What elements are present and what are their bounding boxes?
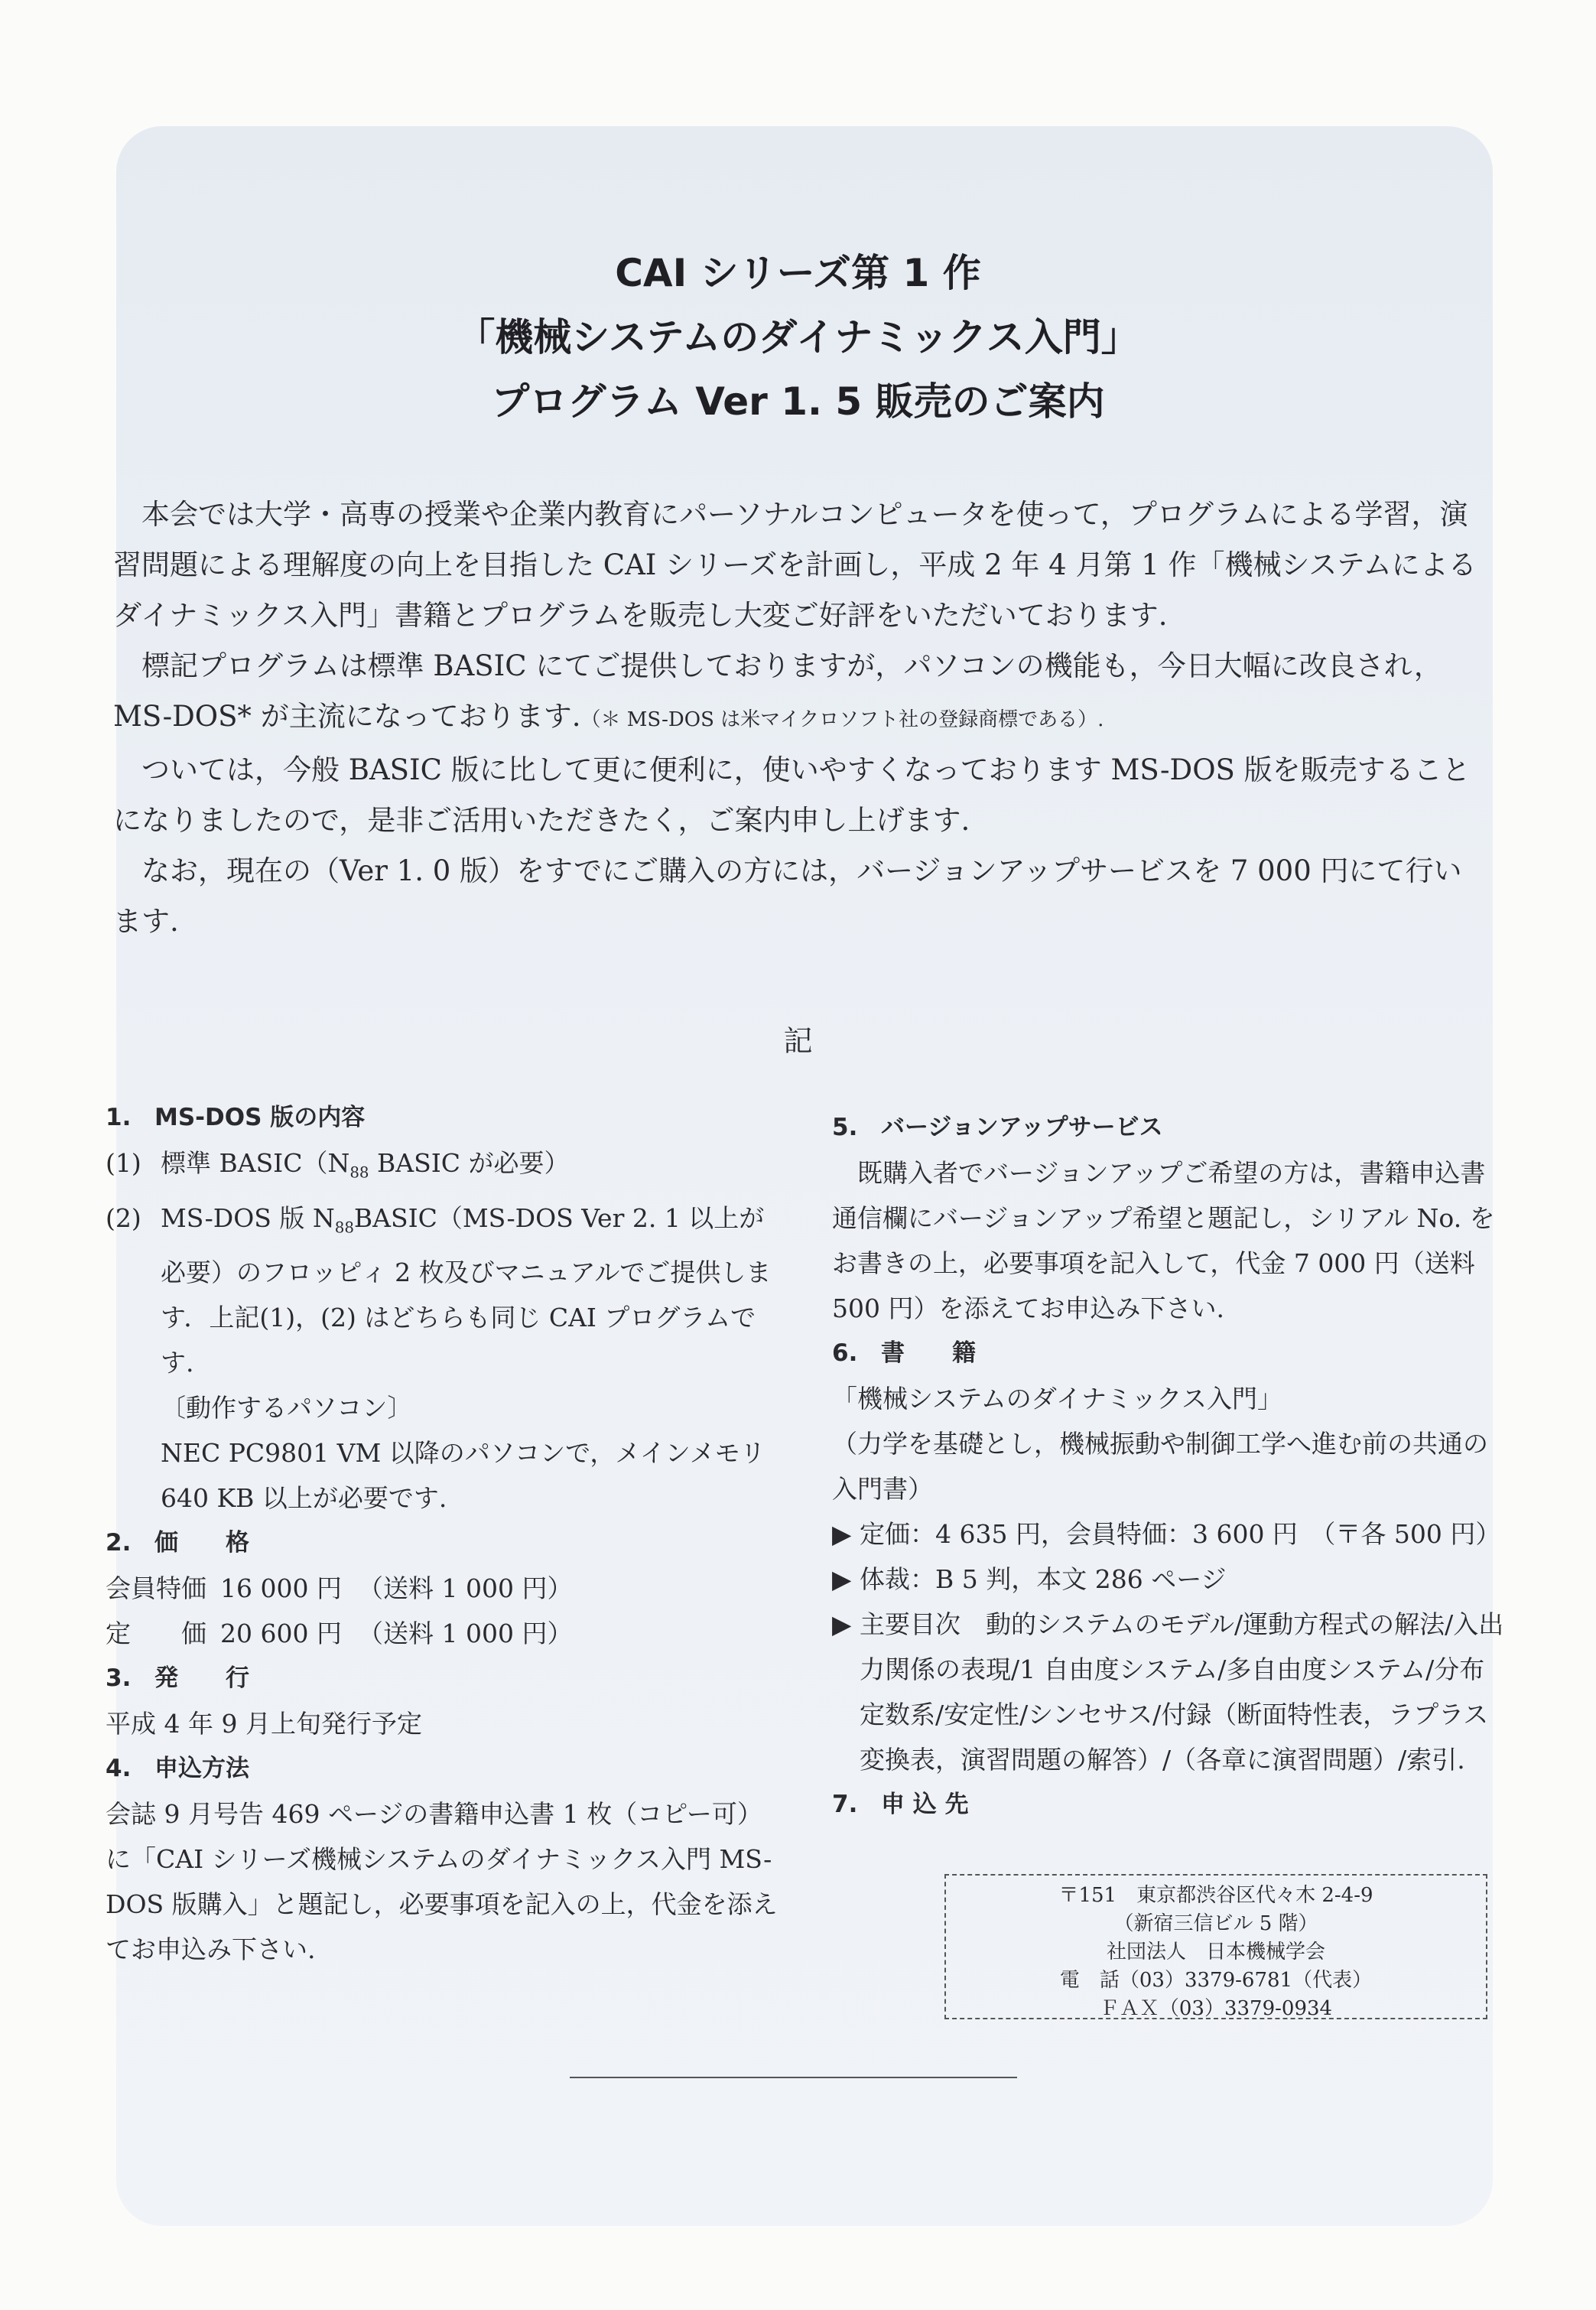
pc-requirements: NEC PC9801 VM 以降のパソコンで，メインメモリ 640 KB 以上が必要です. <box>161 1438 765 1514</box>
address-line-1: 〒151 東京都渋谷区代々木 2-4-9 <box>1058 1884 1373 1907</box>
release-date: 平成 4 年 9 月上旬発行予定 <box>106 1709 422 1739</box>
item-2-text-a: MS-DOS 版 N <box>161 1202 335 1233</box>
price-member-label: 会員特価 <box>106 1573 206 1604</box>
bottom-rule <box>570 2077 1017 2078</box>
book-description: （力学を基礎とし，機械振動や制御工学へ進む前の共通の入門書） <box>832 1429 1488 1504</box>
address-line-3: 社団法人 日本機械学会 <box>1106 1941 1325 1964</box>
book-contents-bullet <box>832 1602 1505 1782</box>
section-5-number: 5. <box>832 1114 858 1141</box>
content-item-2 <box>106 1196 778 1386</box>
ki-heading: 記 <box>783 1024 813 1058</box>
content-item-1 <box>106 1140 778 1196</box>
price-member-note: （送料 1 000 円） <box>358 1573 573 1604</box>
item-1-mark: (1) <box>106 1148 141 1178</box>
title-book: 「機械システムのダイナミックス入門」 <box>457 315 1139 360</box>
book-title: 「機械システムのダイナミックス入門」 <box>832 1384 1283 1414</box>
intro-paragraph-1: 本会では大学・高専の授業や企業内教育にパーソナルコンピュータを使って，プログラムによる学習，演習問題による理解度の向上を目指した CAI シリーズを計画し，平成 2 年 4 月第 1 作「機械システムによるダイナミックス入門」書籍とプログラムを販売し大変ご好評をいただいております. <box>113 498 1477 632</box>
section-6-heading <box>832 1331 1505 1376</box>
section-6-title: 書 籍 <box>881 1339 976 1367</box>
section-3-heading <box>106 1656 778 1701</box>
section-7-heading <box>832 1782 1505 1827</box>
price-row-list <box>106 1611 778 1656</box>
section-3-number: 3. <box>106 1664 132 1693</box>
address-phone: 電 話（03）3379-6781（代表） <box>1059 1969 1373 1992</box>
section-1-number: 1. <box>106 1104 132 1131</box>
book-price-bullet <box>832 1511 1505 1557</box>
price-list-label: 定 価 <box>106 1619 206 1649</box>
section-2-number: 2. <box>106 1529 132 1557</box>
intro-paragraph-2 <box>113 641 1490 745</box>
right-column <box>832 1105 1505 1827</box>
section-4-number: 4. <box>106 1755 132 1783</box>
section-7-title: 申 込 先 <box>881 1791 969 1818</box>
price-row-member <box>106 1566 778 1611</box>
section-6-number: 6. <box>832 1339 858 1367</box>
item-1-text-a: 標準 BASIC（N <box>161 1148 350 1178</box>
title-series: CAI シリーズ第 1 作 <box>615 251 981 295</box>
section-1-title: MS-DOS 版の内容 <box>154 1104 366 1131</box>
price-list-note: （送料 1 000 円） <box>358 1619 573 1649</box>
triangle-bullet-icon: ▶ <box>832 1609 852 1639</box>
item-1-text-b: BASIC が必要） <box>369 1148 570 1178</box>
left-column <box>106 1095 778 1972</box>
item-2-sub: 88 <box>334 1218 354 1237</box>
section-4-heading <box>106 1746 778 1791</box>
triangle-bullet-icon: ▶ <box>832 1564 852 1594</box>
intro-paragraph-3: ついては，今般 BASIC 版に比して更に便利に，使いやすくなっております MS-DOS 版を販売することになりましたので，是非ご活用いただきたく，ご案内申し上げます. <box>113 753 1471 837</box>
section-3-title: 発 行 <box>154 1664 249 1693</box>
book-price: 定価：4 635 円，会員特価：3 600 円 （〒各 500 円） <box>860 1519 1501 1549</box>
version-up-text: 既購入者でバージョンアップご希望の方は，書籍申込書通信欄にバージョンアップ希望と題記し，シリアル No. をお書きの上，必要事項を記入して，代金 7 000 円（送料 500 円）を添えてお申込み下さい. <box>832 1158 1495 1323</box>
triangle-bullet-icon: ▶ <box>832 1519 852 1549</box>
intro-paragraph-2-text: 標記プログラムは標準 BASIC にてご提供しておりますが，パソコンの機能も，今日大幅に改良され，MS-DOS* が主流になっております. <box>113 649 1442 733</box>
price-member-amount: 16 000 円 <box>220 1573 342 1604</box>
book-format-bullet <box>832 1557 1505 1602</box>
address-line-2: （新宿三信ビル 5 階） <box>1113 1912 1318 1935</box>
item-2-mark: (2) <box>106 1202 141 1233</box>
section-5-title: バージョンアップサービス <box>881 1114 1163 1141</box>
item-2-text-b: BASIC（MS-DOS Ver 2. 1 以上が必要）のフロッピィ 2 枚及びマニュアルでご提供します．上記(1)，(2) はどちらも同じ CAI プログラムです. <box>161 1202 772 1378</box>
section-7-number: 7. <box>832 1791 858 1818</box>
pc-label: 〔動作するパソコン〕 <box>161 1393 413 1423</box>
price-list-amount: 20 600 円 <box>220 1619 342 1649</box>
section-1-heading <box>106 1095 778 1140</box>
book-contents: 主要目次 動的システムのモデル/運動方程式の解法/入出力関係の表現/1 自由度システム/多自由度システム/分布定数系/安定性/シンセサス/付録（断面特性表，ラプラス変換表，演習問題の解答）/（各章に演習問題）/索引. <box>860 1609 1504 1775</box>
intro-text <box>113 490 1490 947</box>
application-method: 会誌 9 月号告 469 ページの書籍申込書 1 枚（コピー可）に「CAI シリーズ機械システムのダイナミックス入門 MS-DOS 版購入」と題記し，必要事項を記入の上，代金を添えてお申込み下さい. <box>106 1799 778 1965</box>
intro-paragraph-4: なお，現在の（Ver 1. 0 版）をすでにご購入の方には，バージョンアップサービスを 7 000 円にて行います. <box>113 854 1462 938</box>
section-5-heading <box>832 1105 1505 1150</box>
section-4-title: 申込方法 <box>154 1755 249 1783</box>
section-2-heading <box>106 1521 778 1566</box>
item-1-sub: 88 <box>349 1163 369 1182</box>
address-fax: ＦＡＸ（03）3379-0934 <box>1099 1997 1333 2020</box>
book-format: 体裁：B 5 判，本文 286 ページ <box>860 1564 1227 1594</box>
trademark-note: （＊ MS-DOS は米マイクロソフト社の登録商標である）. <box>580 708 1104 731</box>
address-box <box>944 1874 1487 2019</box>
title-program: プログラム Ver 1. 5 販売のご案内 <box>491 379 1105 424</box>
title-block <box>0 241 1596 434</box>
section-2-title: 価 格 <box>154 1529 249 1557</box>
